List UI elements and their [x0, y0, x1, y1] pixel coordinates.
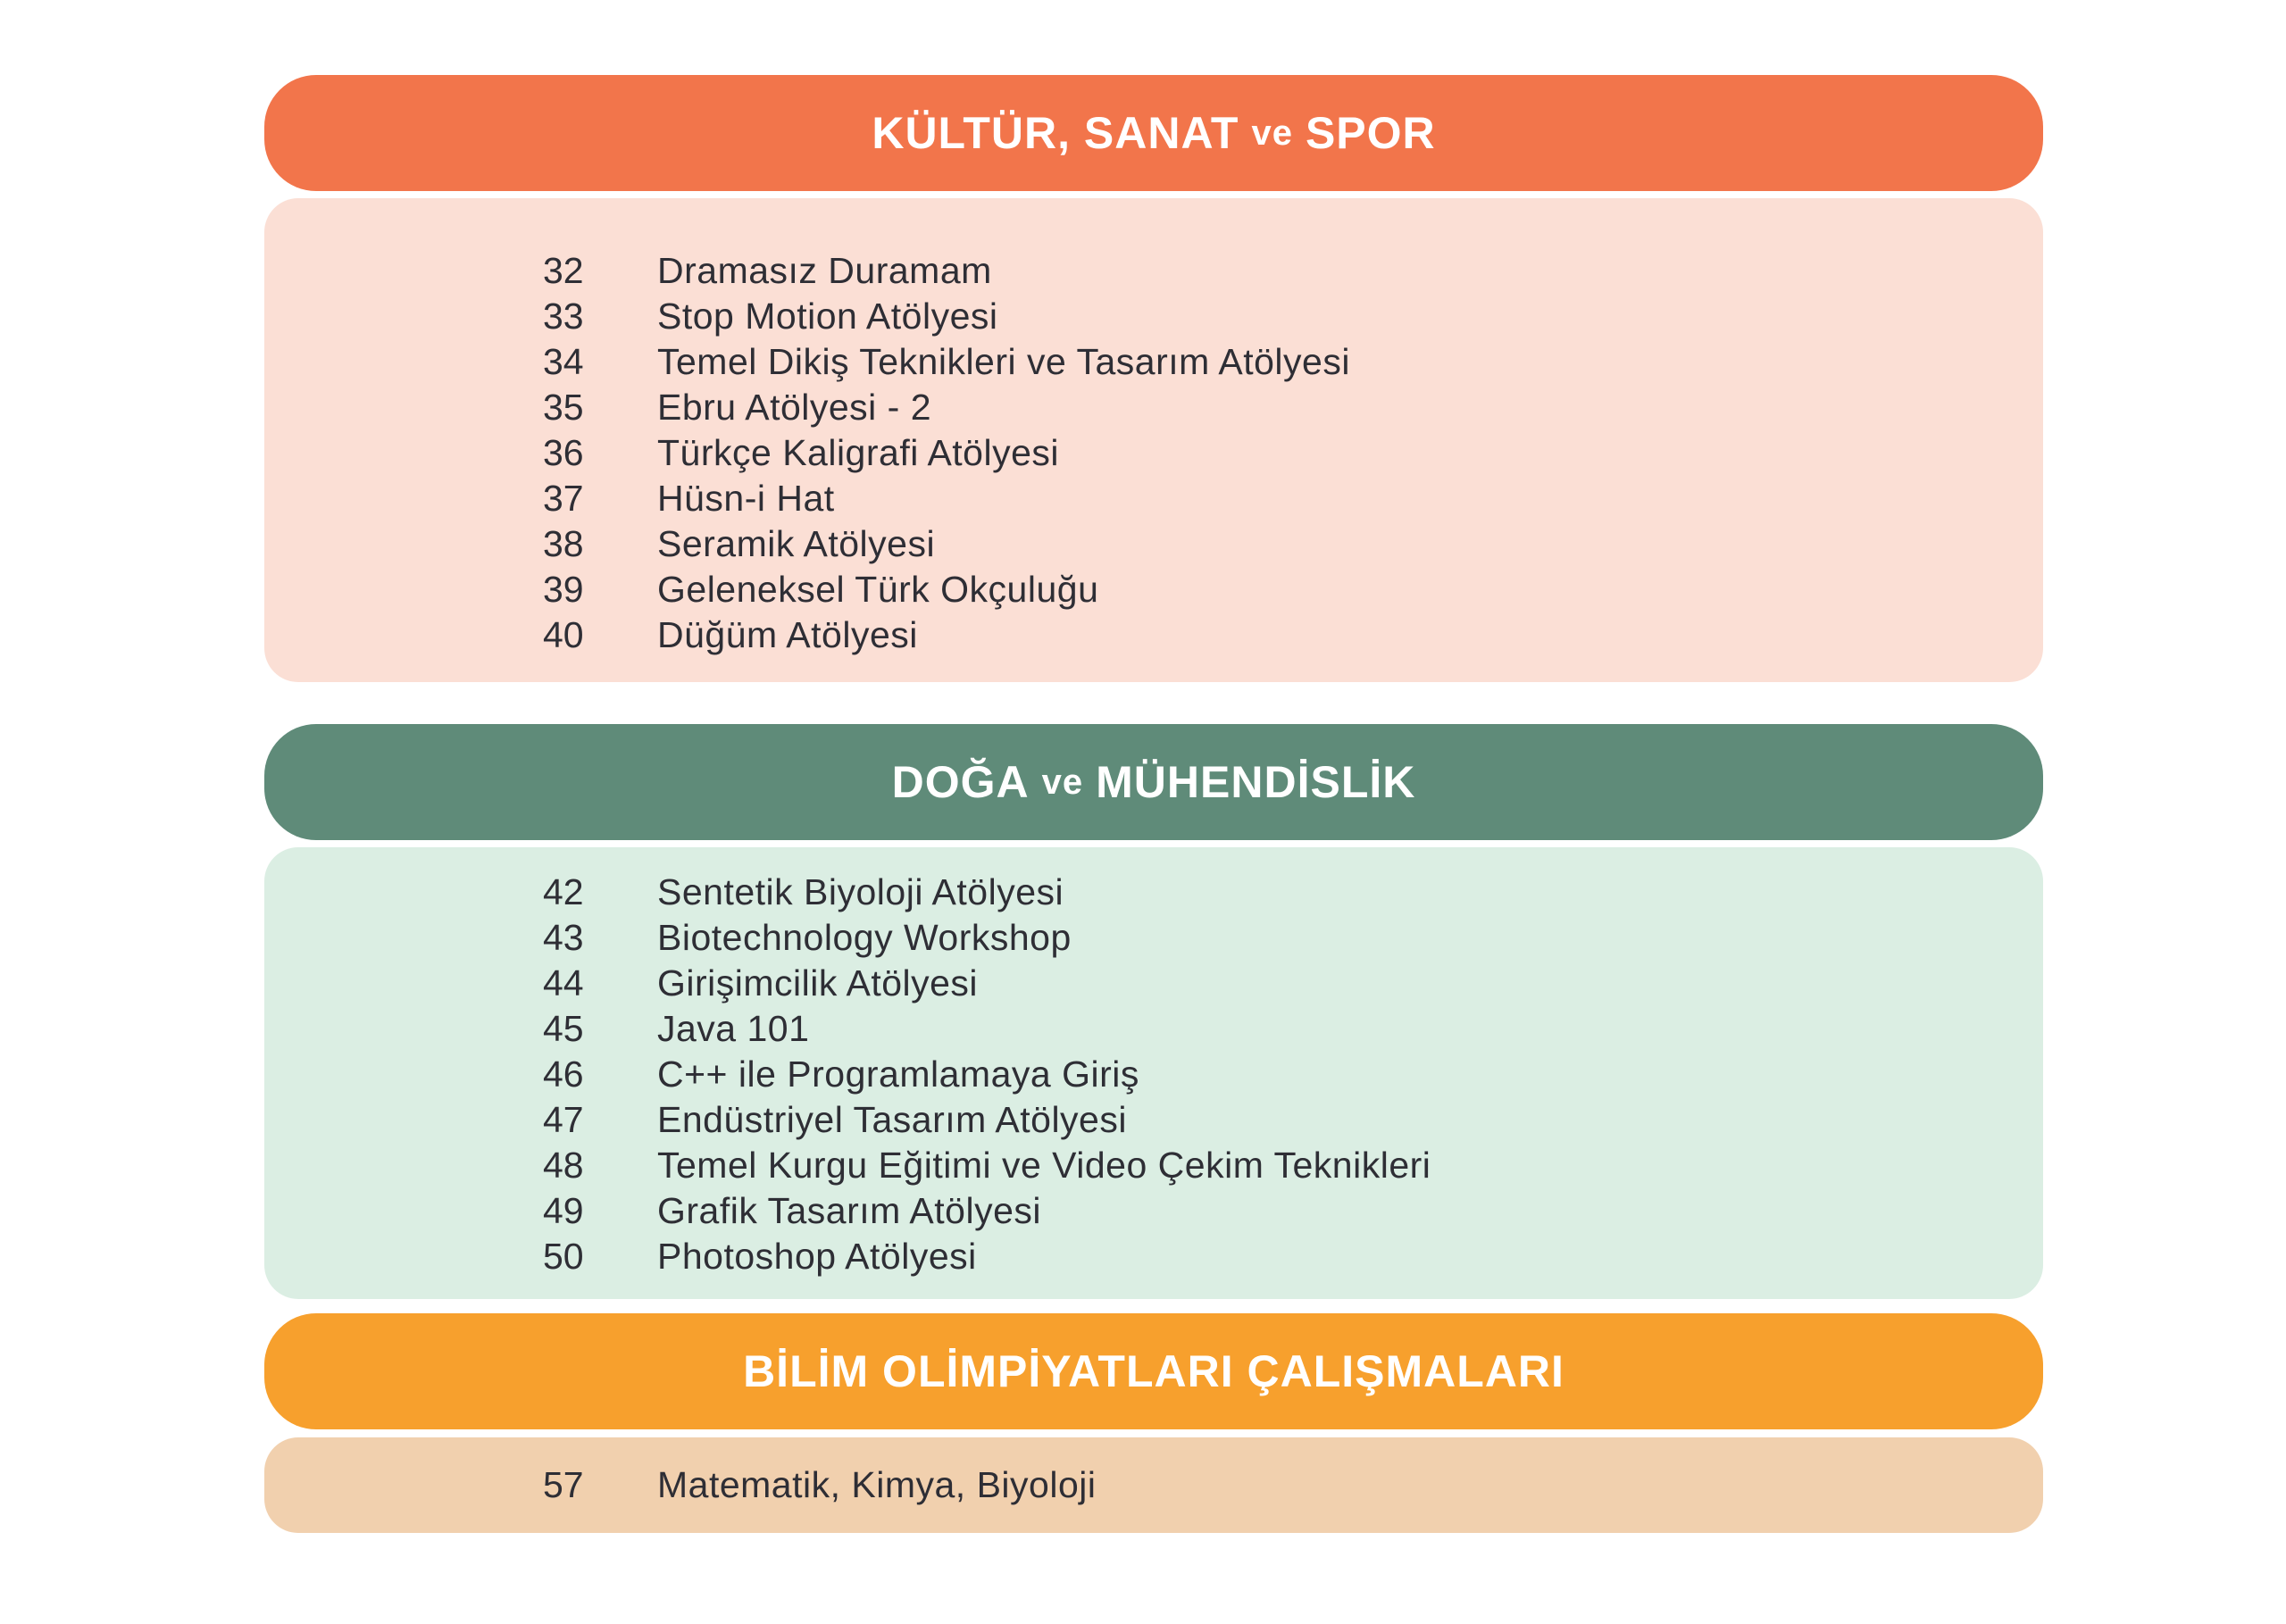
- page-number: 45: [543, 1008, 584, 1049]
- item-title: Düğüm Atölyesi: [657, 614, 918, 655]
- item-title: Matematik, Kimya, Biyoloji: [657, 1464, 1097, 1505]
- list-item[interactable]: [543, 870, 1431, 915]
- list-item[interactable]: [543, 612, 1350, 658]
- page-number: 48: [543, 1145, 584, 1186]
- item-title: Endüstriyel Tasarım Atölyesi: [657, 1099, 1127, 1140]
- page-number: 32: [543, 250, 584, 291]
- item-title: Girişimcilik Atölyesi: [657, 962, 979, 1004]
- item-title: Türkçe Kaligrafi Atölyesi: [657, 432, 1060, 473]
- item-title: Hüsn-i Hat: [657, 478, 835, 519]
- page-number: 34: [543, 341, 584, 382]
- list-item[interactable]: [543, 248, 1350, 294]
- list-item[interactable]: [543, 961, 1431, 1006]
- item-title: Temel Dikiş Teknikleri ve Tasarım Atölyesi: [657, 341, 1350, 382]
- section-list-kultur-sanat-spor: [264, 198, 2043, 682]
- item-title: Java 101: [657, 1008, 810, 1049]
- page-number: 42: [543, 871, 584, 912]
- list-item[interactable]: [543, 1143, 1431, 1188]
- section-title-main: KÜLTÜR, SANAT: [872, 108, 1239, 158]
- page-number: 43: [543, 917, 584, 958]
- page-number: 47: [543, 1099, 584, 1140]
- section-header-kultur-sanat-spor: [264, 75, 2043, 191]
- section-title-ve: ve: [1041, 762, 1084, 802]
- item-title: C++ ile Programlamaya Giriş: [657, 1054, 1139, 1095]
- page-number: 35: [543, 387, 584, 428]
- list-item[interactable]: [543, 430, 1350, 476]
- page-number: 33: [543, 296, 584, 337]
- item-title: Ebru Atölyesi - 2: [657, 387, 932, 428]
- item-title: Dramasız Duramam: [657, 250, 992, 291]
- page-number: 36: [543, 432, 584, 473]
- page-number: 44: [543, 962, 584, 1004]
- section-title-ve: ve: [1251, 112, 1293, 153]
- section-list-doga-muhendislik: [264, 847, 2043, 1299]
- list-item[interactable]: [543, 385, 1350, 430]
- item-title: Photoshop Atölyesi: [657, 1236, 977, 1277]
- item-title: Sentetik Biyoloji Atölyesi: [657, 871, 1064, 912]
- section-header-doga-muhendislik: [264, 724, 2043, 840]
- page-number: 57: [543, 1464, 584, 1505]
- item-title: Seramik Atölyesi: [657, 523, 936, 564]
- item-title: Stop Motion Atölyesi: [657, 296, 998, 337]
- item-title: Biotechnology Workshop: [657, 917, 1072, 958]
- page-number: 40: [543, 614, 584, 655]
- page-number: 39: [543, 569, 584, 610]
- item-title: Temel Kurgu Eğitimi ve Video Çekim Teknikleri: [657, 1145, 1431, 1186]
- item-title: Grafik Tasarım Atölyesi: [657, 1190, 1041, 1231]
- list-item[interactable]: [543, 1188, 1431, 1234]
- page-number: 50: [543, 1236, 584, 1277]
- list-item[interactable]: [543, 915, 1431, 961]
- list-item[interactable]: [543, 476, 1350, 521]
- item-title: Geleneksel Türk Okçuluğu: [657, 569, 1099, 610]
- section-title-tail: MÜHENDİSLİK: [1096, 757, 1416, 807]
- list-item[interactable]: [543, 567, 1350, 612]
- list-item[interactable]: [543, 339, 1350, 385]
- page-number: 37: [543, 478, 584, 519]
- page-number: 46: [543, 1054, 584, 1095]
- list-item[interactable]: [543, 1006, 1431, 1052]
- list-item[interactable]: [543, 294, 1350, 339]
- list-item[interactable]: [543, 521, 1350, 567]
- list-item[interactable]: [543, 1052, 1431, 1097]
- list-item[interactable]: [543, 1462, 1096, 1508]
- page-number: 38: [543, 523, 584, 564]
- section-title-tail: SPOR: [1305, 108, 1436, 158]
- section-title-main: DOĞA: [891, 757, 1030, 807]
- section-title-main: BİLİM OLİMPİYATLARI ÇALIŞMALARI: [743, 1346, 1564, 1396]
- section-list-bilim-olimpiyatlari: [264, 1437, 2043, 1533]
- list-item[interactable]: [543, 1097, 1431, 1143]
- list-item[interactable]: [543, 1234, 1431, 1279]
- section-header-bilim-olimpiyatlari: [264, 1313, 2043, 1429]
- page-number: 49: [543, 1190, 584, 1231]
